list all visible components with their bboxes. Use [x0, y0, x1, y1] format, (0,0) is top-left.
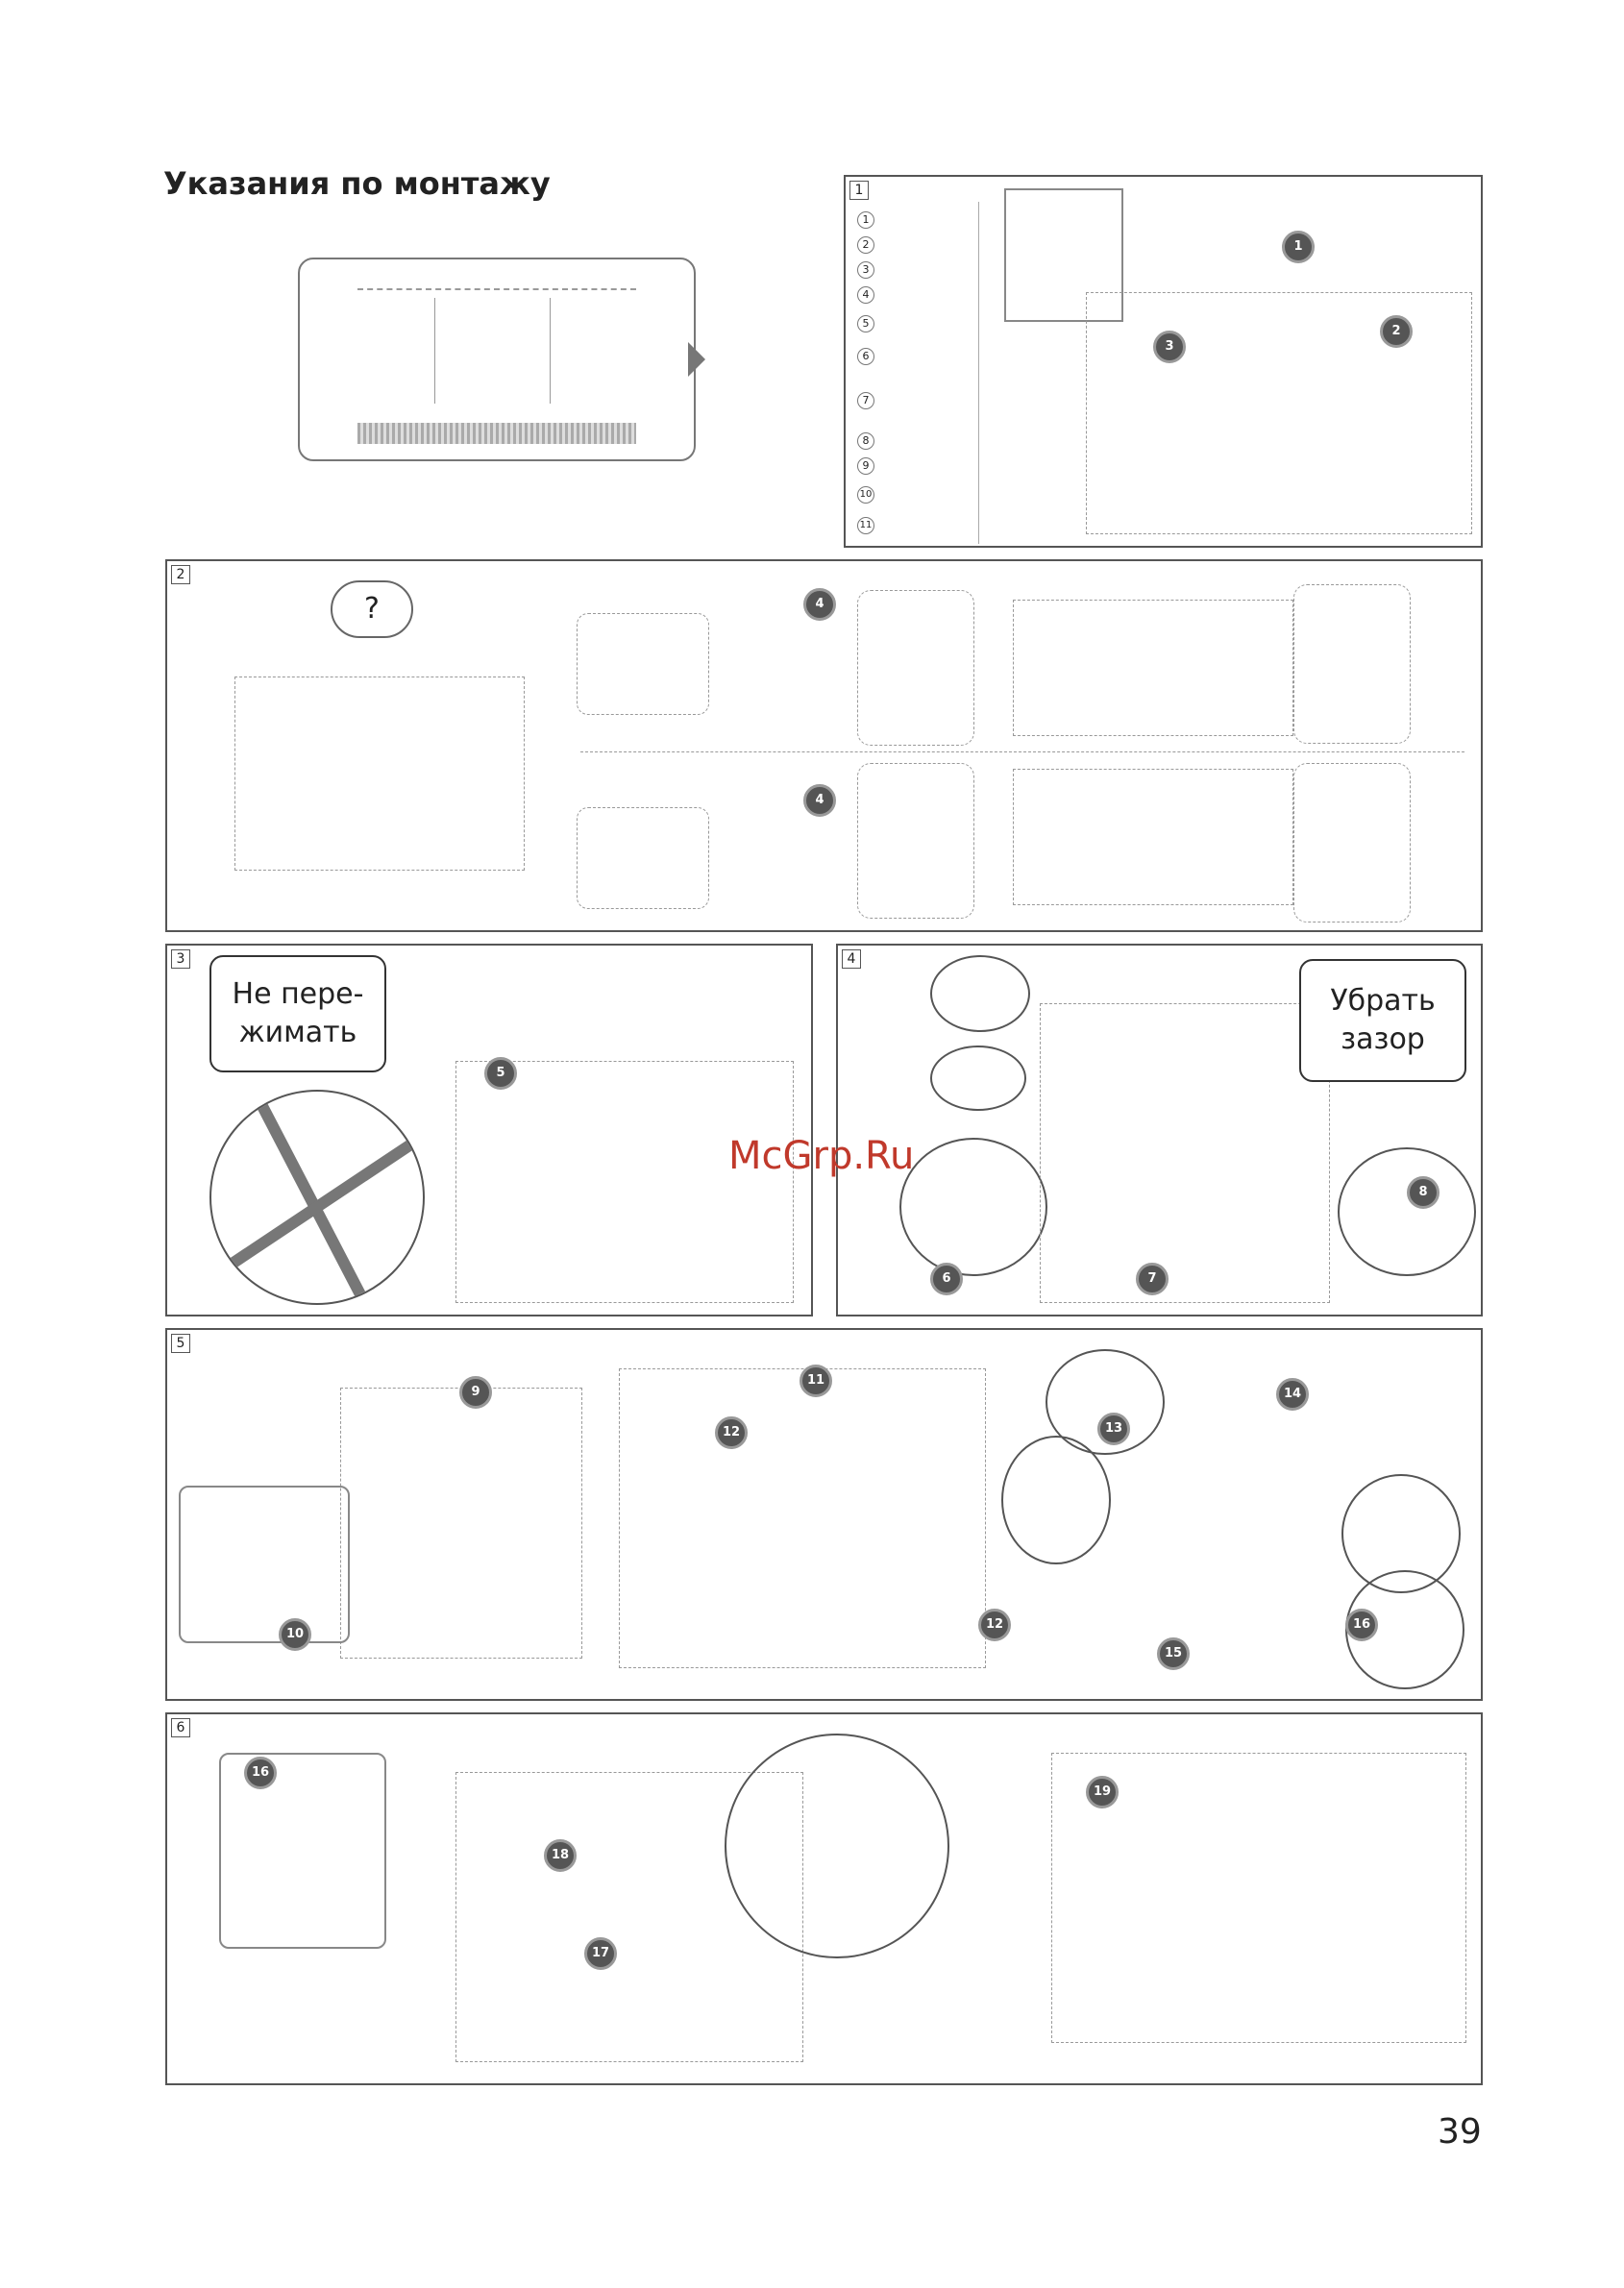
- arrow-right-icon: [688, 342, 705, 377]
- door-frame-sketch: [340, 1388, 582, 1659]
- part-10: 10: [857, 486, 874, 504]
- part-8: 8: [857, 432, 874, 450]
- stone-blocks-icon: [577, 807, 709, 909]
- bracket-detail-bottom-3: [1293, 763, 1411, 923]
- step-badge-14: 14: [1276, 1378, 1309, 1411]
- step-badge-4-top: 4: [803, 588, 836, 621]
- panel-number: 4: [842, 949, 861, 969]
- decor-panel-sketch: [619, 1368, 986, 1668]
- panel-4-remove-gap: [836, 944, 1483, 1316]
- panel-number: 6: [171, 1718, 190, 1737]
- template-detail-sketch: [179, 1486, 350, 1643]
- gap-note-box: Убрать зазор: [1299, 959, 1466, 1082]
- step-badge-7: 7: [1136, 1263, 1169, 1295]
- prohibited-detail-circle: [209, 1090, 425, 1305]
- panel-3-do-not-overtighten: [165, 944, 813, 1316]
- cross-out-icon: [211, 1092, 423, 1303]
- step-badge-9: 9: [459, 1376, 492, 1409]
- dishwasher-side-sketch: [455, 1061, 794, 1303]
- step-badge-19: 19: [1086, 1776, 1119, 1808]
- bracket-detail-bottom-2: [1013, 769, 1293, 905]
- question-mark: ?: [364, 592, 380, 626]
- gap-detail-circle-1: [930, 955, 1030, 1032]
- step-badge-4-bottom: 4: [803, 784, 836, 817]
- screw-position-circle: [725, 1734, 949, 1958]
- panel-1-parts-and-dimensions: [844, 175, 1483, 548]
- bracket-detail-top-3: [1293, 584, 1411, 744]
- warning-note-box: Не пере- жимать: [209, 955, 386, 1072]
- part-9: 9: [857, 457, 874, 475]
- screw-detail-circle: [899, 1138, 1047, 1276]
- part-5: 5: [857, 315, 874, 332]
- step-badge-17: 17: [584, 1937, 617, 1970]
- panel-number: 3: [171, 949, 190, 969]
- step-badge-16-panel6: 16: [244, 1757, 277, 1789]
- step-badge-2: 2: [1380, 315, 1413, 348]
- part-1: 1: [857, 211, 874, 229]
- dishwasher-overview-illustration: [298, 258, 696, 461]
- bracket-detail-bottom-1: [857, 763, 974, 919]
- fastener-detail-circle: [1001, 1436, 1111, 1564]
- panel-number: 5: [171, 1334, 190, 1353]
- panel-2-countertop-types: [165, 559, 1483, 932]
- step-badge-10: 10: [279, 1618, 311, 1651]
- step-badge-13: 13: [1097, 1413, 1130, 1445]
- step-badge-6: 6: [930, 1263, 963, 1295]
- panel-5-door-panel-mounting: [165, 1328, 1483, 1701]
- panel-number: 2: [171, 565, 190, 584]
- part-7: 7: [857, 392, 874, 409]
- bracket-detail-circle: [1338, 1147, 1476, 1276]
- step-badge-12-top: 12: [715, 1416, 748, 1449]
- part-3: 3: [857, 261, 874, 279]
- part-4: 4: [857, 286, 874, 304]
- step-badge-8: 8: [1407, 1176, 1439, 1209]
- dishwasher-installation-sketch: [1086, 292, 1472, 534]
- adjustment-detail-sketch: [219, 1753, 386, 1949]
- step-badge-11: 11: [800, 1365, 832, 1397]
- watermark: McGrp.Ru: [728, 1134, 915, 1178]
- step-badge-1: 1: [1282, 231, 1315, 263]
- page-title: Указания по монтажу: [163, 165, 551, 202]
- step-badge-15: 15: [1157, 1637, 1190, 1670]
- panel-6-final-fixing: [165, 1712, 1483, 2085]
- gap-detail-circle-2: [930, 1046, 1026, 1111]
- wood-tree-icon: [577, 613, 709, 715]
- step-badge-5: 5: [484, 1057, 517, 1090]
- bracket-detail-top-1: [857, 590, 974, 746]
- part-2: 2: [857, 236, 874, 254]
- bracket-detail-top-2: [1013, 600, 1293, 736]
- parts-list: [853, 202, 979, 544]
- part-11: 11: [857, 517, 874, 534]
- part-6: 6: [857, 348, 874, 365]
- step-badge-16: 16: [1345, 1609, 1378, 1641]
- leveling-sketch: [1040, 1003, 1330, 1303]
- countertop-sketch: [234, 677, 525, 871]
- question-cloud-icon: [331, 580, 413, 638]
- step-badge-3: 3: [1153, 331, 1186, 363]
- panel-number: 1: [849, 181, 869, 200]
- step-badge-18: 18: [544, 1839, 577, 1872]
- step-badge-12-bottom: 12: [978, 1609, 1011, 1641]
- page-number: 39: [1438, 2112, 1482, 2152]
